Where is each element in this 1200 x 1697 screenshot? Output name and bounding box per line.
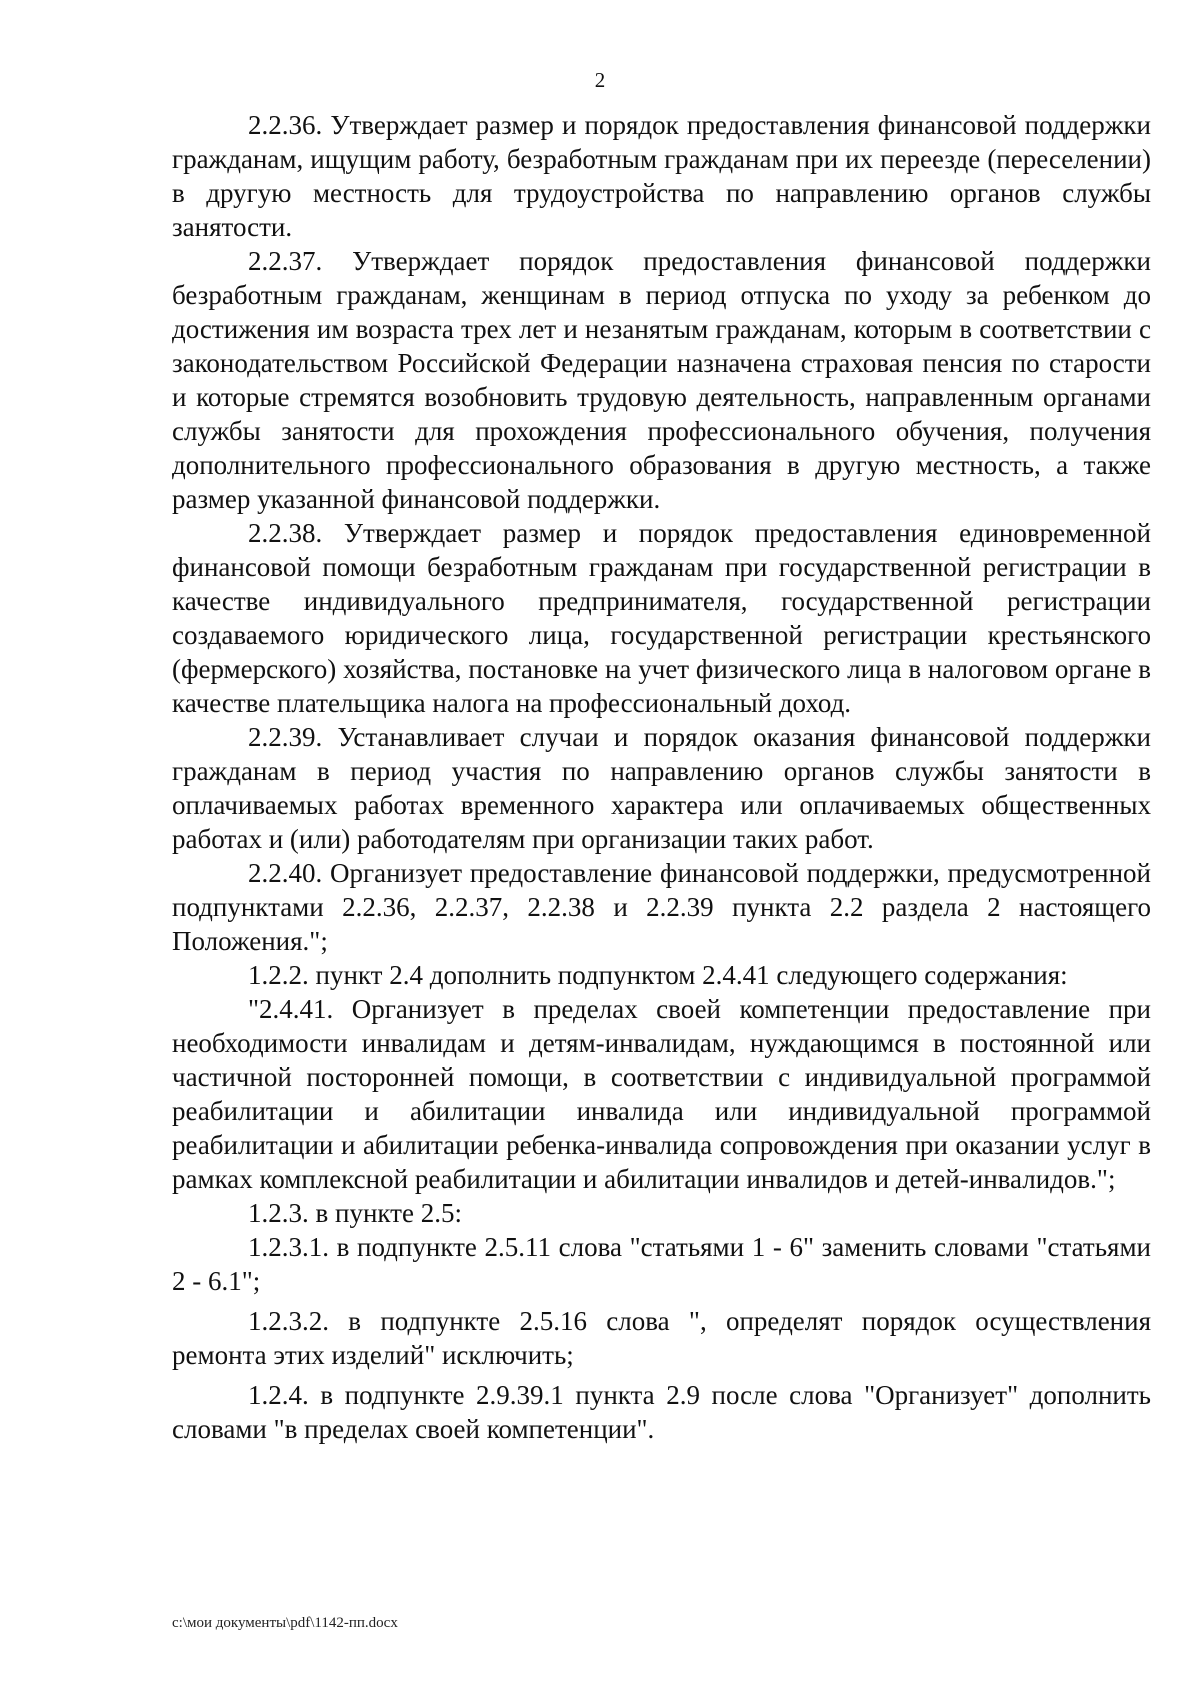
paragraph-2-2-38: 2.2.38. Утверждает размер и порядок предоставления единовременной финансовой помощи безработным гражданам при государственной регистрации в качестве индивидуального предпринимателя, государственной регистрации создаваемого юридического лица, государственной регистрации крестьянского (фермерского) хозяйства, постановке на учет физического лица в налоговом органе в качестве плательщика налога на профессиональный доход.	[172, 518, 1151, 718]
paragraph-1-2-3-2: 1.2.3.2. в подпункте 2.5.16 слова ", определят порядок осуществления ремонта этих изделий" исключить;	[172, 1306, 1151, 1370]
paragraph-2-2-36: 2.2.36. Утверждает размер и порядок предоставления финансовой поддержки гражданам, ищущим работу, безработным гражданам при их переезде (переселении) в другую местность для трудоустройства по направлению органов службы занятости.	[172, 110, 1151, 242]
paragraph-2-2-37: 2.2.37. Утверждает порядок предоставления финансовой поддержки безработным гражданам, женщинам в период отпуска по уходу за ребенком до достижения им возраста трех лет и незанятым гражданам, которым в соответствии с законодательством Российской Федерации назначена страховая пенсия по старости и которые стремятся возобновить трудовую деятельность, направленным органами службы занятости для прохождения профессионального обучения, получения дополнительного профессионального образования в другую местность, а также размер указанной финансовой поддержки.	[172, 246, 1151, 514]
paragraph-2-2-40: 2.2.40. Организует предоставление финансовой поддержки, предусмотренной подпунктами 2.2.36, 2.2.37, 2.2.38 и 2.2.39 пункта 2.2 раздела 2 настоящего Положения.";	[172, 858, 1151, 956]
paragraph-1-2-3-1: 1.2.3.1. в подпункте 2.5.11 слова "статьями 1 - 6" заменить словами "статьями 2 - 6.1";	[172, 1232, 1151, 1296]
paragraph-1-2-2: 1.2.2. пункт 2.4 дополнить подпунктом 2.4.41 следующего содержания:	[248, 960, 1068, 990]
paragraph-1-2-3: 1.2.3. в пункте 2.5:	[248, 1198, 462, 1228]
paragraph-2-2-39: 2.2.39. Устанавливает случаи и порядок оказания финансовой поддержки гражданам в период участия по направлению органов службы занятости в оплачиваемых работах временного характера или оплачиваемых общественных работах и (или) работодателям при организации таких работ.	[172, 722, 1151, 854]
page-number: 2	[594, 68, 606, 92]
document-body	[172, 108, 1151, 1446]
paragraph-2-4-41: "2.4.41. Организует в пределах своей компетенции предоставление при необходимости инвалидам и детям-инвалидам, нуждающимся в постоянной или частичной посторонней помощи, в соответствии с индивидуальной программой реабилитации и абилитации инвалида или индивидуальной программой реабилитации и абилитации ребенка-инвалида сопровождения при оказании услуг в рамках комплексной реабилитации и абилитации инвалидов и детей-инвалидов.";	[172, 994, 1151, 1194]
paragraph-1-2-4: 1.2.4. в подпункте 2.9.39.1 пункта 2.9 после слова "Организует" дополнить словами "в пределах своей компетенции".	[172, 1380, 1151, 1444]
footer-file-path: c:\мои документы\pdf\1142-пп.docx	[172, 1615, 398, 1631]
